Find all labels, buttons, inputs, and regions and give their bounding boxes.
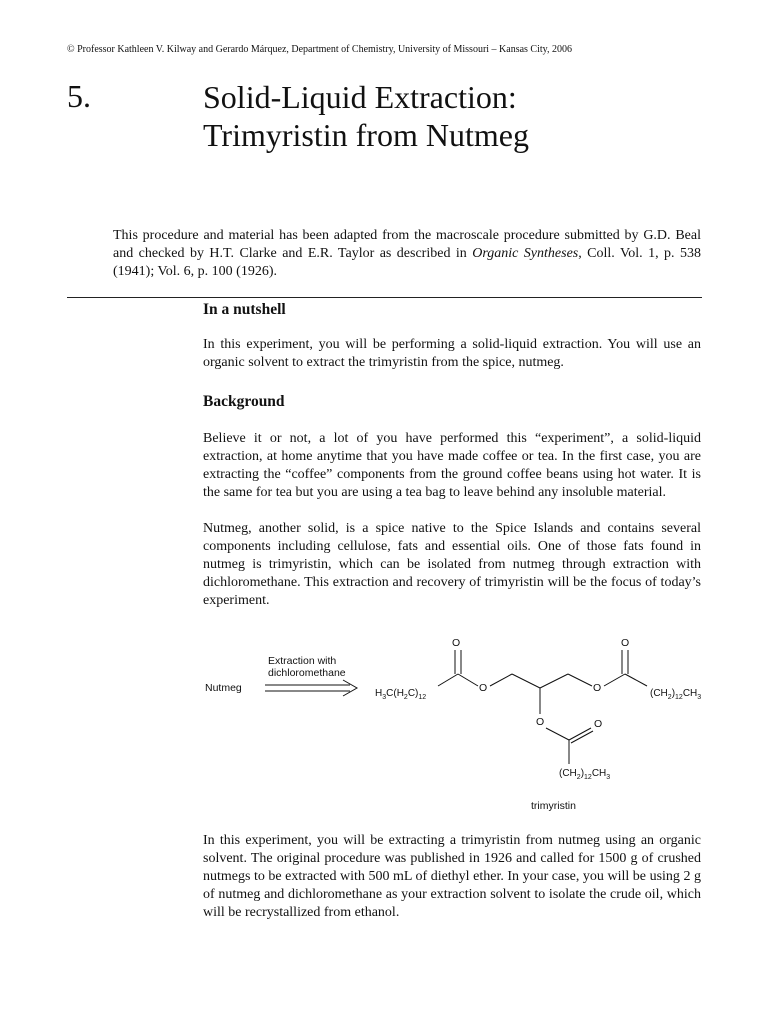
title-line-1: Solid-Liquid Extraction: [203, 79, 517, 115]
arrow-label-line-1: Extraction with [268, 655, 337, 667]
reactant-label: Nutmeg [205, 682, 242, 694]
page-title [203, 78, 529, 154]
carbonyl-oxygen-bottom: O [594, 718, 603, 730]
product-name: trimyristin [531, 800, 576, 812]
closing-paragraph: In this experiment, you will be extracting a trimyristin from nutmeg using an organic solvent. The original procedure was published in 1926 and called for 1500 g of crushed nutmegs to be extracted with 500 mL of diethyl ether. In your case, you will be using 2 g of nutmeg and dichloromethane as your extraction solvent to isolate the crude oil, which will be recrystallized from ethanol. [203, 833, 701, 920]
nutshell-heading: In a nutshell [203, 301, 286, 318]
ester-oxygen-left: O [479, 682, 488, 694]
ester-oxygen-middle: O [536, 716, 545, 728]
intro-text-start: This procedure and material has been adapted from the macroscale procedure submitted by G.D. Beal and checked by H.T. Clarke and E.R. Taylor as described in [113, 228, 701, 261]
intro-paragraph [113, 227, 701, 281]
bottom-acyl-chain: $(CH_2)_{12}CH_3$ [559, 768, 611, 781]
chapter-number: 5. [67, 78, 91, 114]
background-section [203, 430, 701, 628]
background-paragraph-2: Nutmeg, another solid, is a spice native to the Spice Islands and contains several components including cellulose, fats and essential oils. One of those fats found in nutmeg is trimyristin, which can be isolated from nutmeg through extraction with dichloromethane. This extraction and recovery of trimyristin will be the focus of today’s experiment. [203, 521, 701, 608]
intro-text-end: , Coll. Vol. 1, p. 538 (1941); Vol. 6, p. 100 (1926). [113, 246, 701, 279]
reaction-scheme [195, 628, 735, 824]
trimyristin-structure [438, 650, 647, 764]
nutshell-paragraph: In this experiment, you will be performing a solid-liquid extraction. You will use an organic solvent to extract the trimyristin from the spice, nutmeg. [203, 337, 701, 370]
title-line-2: Trimyristin from Nutmeg [203, 117, 529, 153]
intro-journal-name: Organic Syntheses [472, 246, 579, 261]
background-paragraph-1: Believe it or not, a lot of you have performed this “experiment”, a solid-liquid extraction, at home anytime that you have made coffee or tea. In the first case, you are extracting the “coffee” components from the ground coffee beans using hot water. It is the same for tea but you are using a tea bag to leave behind any insoluble material. [203, 431, 701, 500]
carbonyl-oxygen-right: O [621, 637, 630, 649]
section-divider [67, 297, 702, 298]
background-heading: Background [203, 393, 285, 410]
right-acyl-chain: $(CH_2)_{12}CH_3$ [650, 688, 702, 701]
carbonyl-oxygen-left: O [452, 637, 461, 649]
arrow-label-line-2: dichloromethane [268, 667, 346, 679]
ester-oxygen-right: O [593, 682, 602, 694]
left-acyl-chain: $H_3C(H_2C)_{12}$ [375, 688, 427, 701]
copyright-notice: © Professor Kathleen V. Kilway and Gerardo Márquez, Department of Chemistry, University of Missouri – Kansas City, 2006 [67, 44, 573, 55]
reaction-arrow [265, 680, 357, 696]
